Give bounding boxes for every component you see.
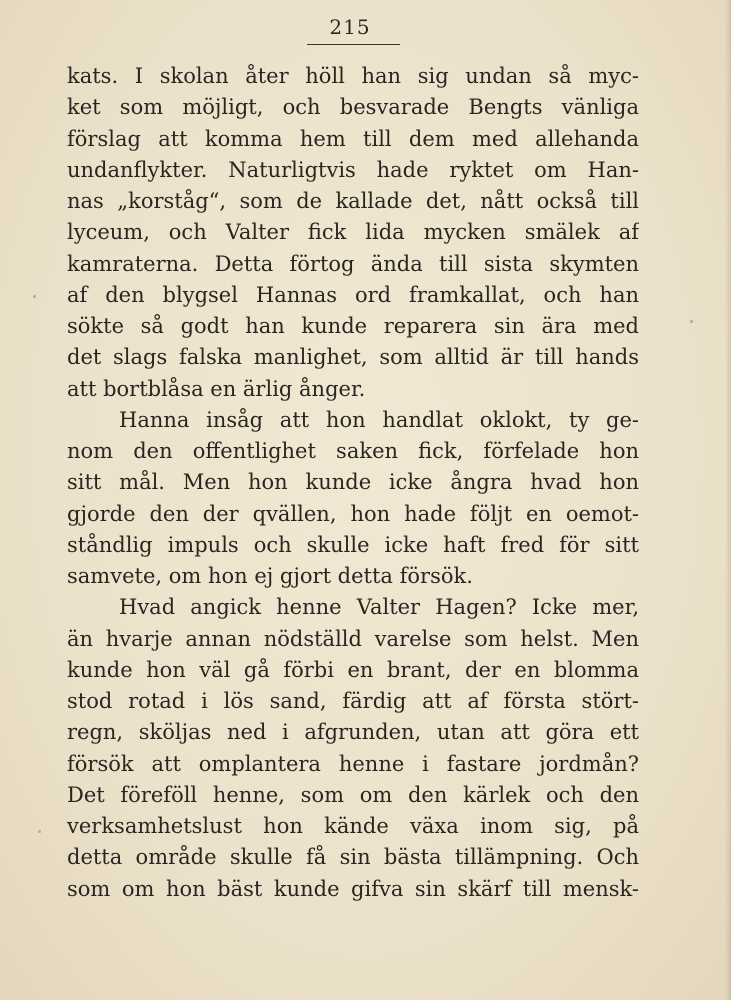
text-line: det slags falska manlighet, som alltid är till hands	[67, 345, 639, 370]
page-edge-shadow	[725, 0, 731, 1000]
text-line: kunde hon väl gå förbi en brant, der en blomma	[67, 657, 639, 682]
paragraph-end-line: att bortblåsa en ärlig ånger.	[67, 376, 366, 401]
paragraph-end-line: samvete, om hon ej gjort detta försök.	[67, 564, 473, 588]
paper-speck	[690, 320, 693, 323]
text-line: verksamhetslust hon kände växa inom sig, på	[67, 814, 639, 838]
paper-speck	[38, 830, 41, 833]
text-line: sitt mål. Men hon kunde icke ångra hvad hon	[67, 470, 639, 495]
text-line: stod rotad i lös sand, färdig att af första stört-	[67, 689, 639, 713]
page-number: 215	[329, 15, 371, 39]
text-line: kamraterna. Detta förtog ända till sista skymten	[67, 251, 639, 276]
text-line: än hvarje annan nödställd varelse som helst. Men	[67, 626, 639, 651]
text-line: förslag att komma hem till dem med allehanda	[67, 126, 639, 151]
text-line: lyceum, och Valter fick lida mycken smälek af	[67, 220, 639, 245]
text-line: gjorde den der qvällen, hon hade följt en oemot-	[67, 501, 639, 526]
paper-speck	[33, 295, 36, 298]
text-line: Det föreföll henne, som om den kärlek och den	[67, 782, 639, 807]
text-line: som om hon bäst kunde gifva sin skärf till mensk-	[67, 876, 639, 901]
text-line: sökte så godt han kunde reparera sin ära med	[67, 314, 639, 338]
text-line: ståndlig impuls och skulle icke haft fred för sitt	[67, 532, 639, 557]
paragraph-start-line: Hanna insåg att hon handlat oklokt, ty ge-	[119, 407, 639, 432]
text-line: nom den offentlighet saken fick, förfelade hon	[67, 439, 639, 463]
text-line: kats. I skolan åter höll han sig undan så myc-	[67, 64, 639, 88]
text-line: försök att omplantera henne i fastare jordmån?	[67, 751, 639, 776]
text-line: ket som möjligt, och besvarade Bengts vänliga	[67, 95, 639, 120]
text-line: af den blygsel Hannas ord framkallat, och han	[67, 282, 639, 307]
text-line: undanflykter. Naturligtvis hade ryktet om Han-	[67, 157, 639, 182]
text-line: regn, sköljas ned i afgrunden, utan att göra ett	[67, 720, 639, 745]
body-text	[67, 61, 639, 905]
paragraph-start-line: Hvad angick henne Valter Hagen? Icke mer,	[119, 595, 639, 620]
page-number-rule	[307, 44, 400, 45]
text-line: nas „korståg“, som de kallade det, nått också till	[67, 189, 639, 213]
text-line: detta område skulle få sin bästa tillämpning. Och	[67, 845, 639, 870]
